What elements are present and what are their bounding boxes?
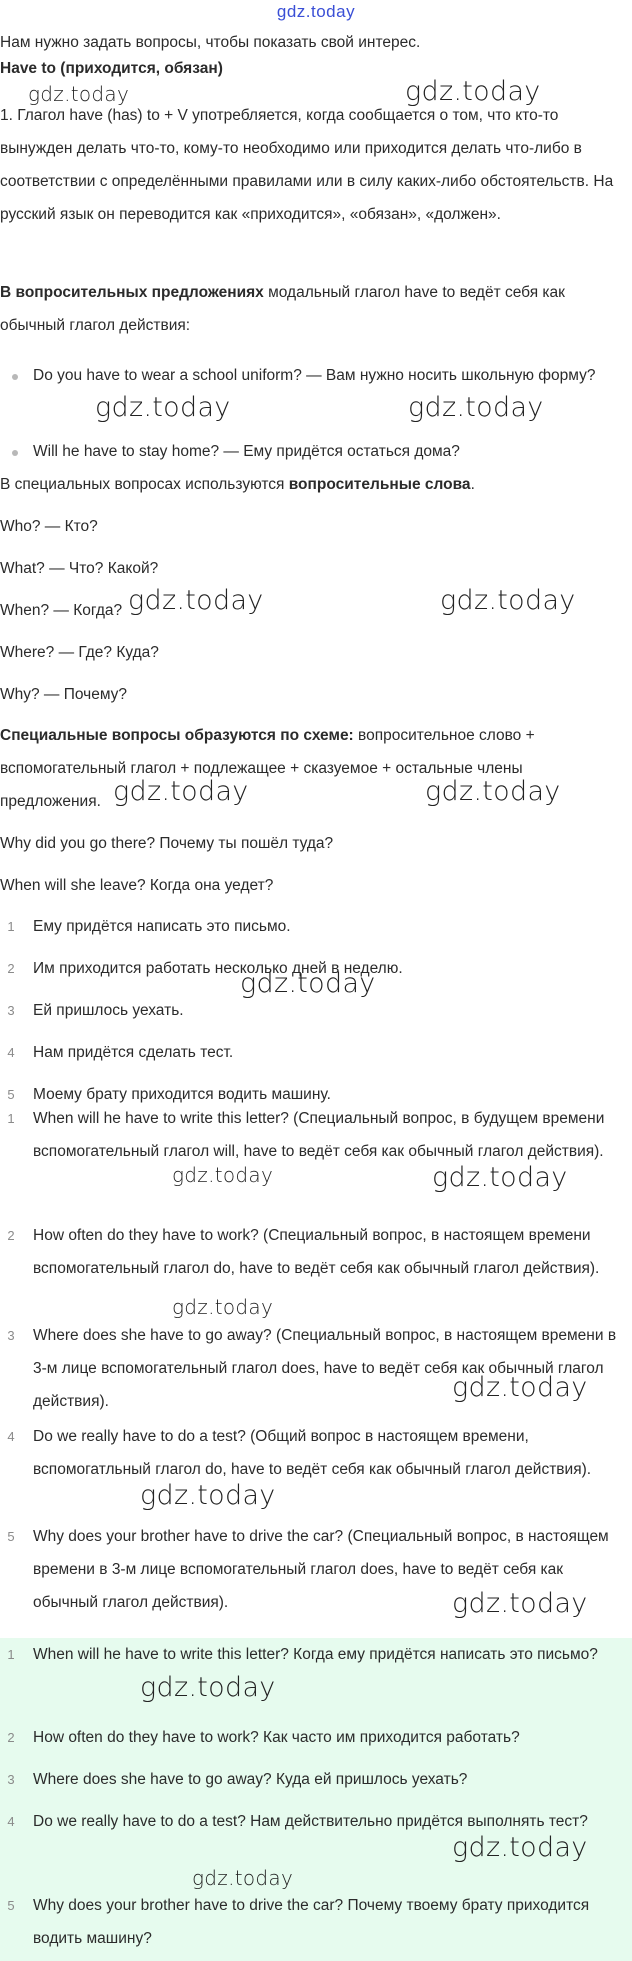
question-word: What? — Что? Какой? [0, 560, 159, 577]
special-questions-rule [0, 468, 626, 501]
scheme-example: When will she leave? Когда она уедет? [0, 877, 274, 894]
explanation-item: Why does your brother have to drive the car? (Специальный вопрос, в настоящем времени в 3-м лице вспомогательный глагол does, have to ведёт себя как обычный глагол действия). [33, 1528, 609, 1611]
explanation-item: When will he have to write this letter? (Специальный вопрос, в будущем времени вспомогательный глагол will, have to ведёт себя как обычный глагол действия). [33, 1110, 605, 1160]
special-rule-bold: вопросительные слова [288, 476, 471, 493]
watermark: gdz.today [128, 585, 264, 616]
example-item: Do you have to wear a school uniform? — Вам нужно носить школьную форму? [33, 367, 596, 384]
watermark: gdz.today [452, 1372, 588, 1403]
explanation-item: How often do they have to work? (Специальный вопрос, в настоящем времени вспомогательный глагол do, have to ведёт себя как обычный глагол действия). [33, 1227, 600, 1277]
answer-item: Why does your brother have to drive the car? Почему твоему брату приходится водить машину? [33, 1897, 590, 1947]
item-number: 5 [7, 1087, 15, 1102]
answer-item: How often do they have to work? Как часто им приходится работать? [33, 1729, 520, 1746]
example-item: Will he have to stay home? — Ему придётся остаться дома? [33, 443, 460, 460]
watermark: gdz.today [28, 82, 130, 106]
item-number: 2 [7, 1228, 15, 1243]
item-number: 5 [7, 1529, 15, 1544]
task-item: Нам придётся сделать тест. [33, 1044, 234, 1061]
watermark: gdz.today [140, 1672, 276, 1703]
question-word: When? — Когда? [0, 602, 123, 619]
item-number: 1 [7, 919, 15, 934]
item-number: 4 [7, 1429, 15, 1444]
have-to-explanation: 1. Глагол have (has) to + V употребляется, когда сообщается о том, что кто-то вынужден делать что-то, кому-то необходимо или приходится делать что-либо в соответствии с определёнными правилами или в силу каких-либо обстоятельств. На русский язык он переводится как «приходится», «обязан», «должен». [0, 107, 614, 223]
watermark: gdz.today [405, 76, 541, 107]
scheme-rule-bold: Специальные вопросы образуются по схеме: [0, 727, 354, 744]
question-word: Where? — Где? Куда? [0, 644, 159, 661]
watermark: gdz.today [452, 1588, 588, 1619]
item-number: 2 [7, 961, 15, 976]
bullet-dot [12, 450, 18, 456]
task-item: Им приходится работать несколько дней в неделю. [33, 960, 403, 977]
question-word: Who? — Кто? [0, 518, 98, 535]
watermark: gdz.today [113, 776, 249, 807]
have-to-heading: Have to (приходится, обязан) [0, 60, 223, 77]
watermark: gdz.today [408, 392, 544, 423]
watermark: gdz.today [172, 1163, 274, 1187]
special-rule-end: . [470, 476, 475, 493]
explanation-item: Do we really have to do a test? (Общий вопрос в настоящем времени, вспомогатльный глагол do, have to ведёт себя как обычный глагол действия). [33, 1428, 592, 1478]
item-number: 1 [7, 1111, 15, 1126]
questions-rule-text: модальный глагол have to ведёт себя как обычный глагол действия: [0, 284, 565, 334]
item-number: 3 [7, 1003, 15, 1018]
task-item: Моему брату приходится водить машину. [33, 1086, 331, 1103]
task-item: Ему придётся написать это письмо. [33, 918, 291, 935]
watermark: gdz.today [192, 1866, 294, 1890]
watermark: gdz.today [432, 1162, 568, 1193]
answer-item: When will he have to write this letter? Когда ему придётся написать это письмо? [33, 1646, 598, 1663]
intro-text: Нам нужно задать вопросы, чтобы показать свой интерес. [0, 34, 421, 51]
watermark: gdz.today [452, 1832, 588, 1863]
watermark: gdz.today [172, 1295, 274, 1319]
item-number: 3 [7, 1328, 15, 1343]
scheme-example: Why did you go there? Почему ты пошёл туда? [0, 835, 334, 852]
item-number: 3 [7, 1772, 15, 1787]
questions-rule-bold: В вопросительных предложениях [0, 284, 264, 301]
question-word: Why? — Почему? [0, 686, 128, 703]
bullet-dot [12, 374, 18, 380]
item-number: 2 [7, 1730, 15, 1745]
task-item: Ей пришлось уехать. [33, 1002, 184, 1019]
item-number: 1 [7, 1647, 15, 1662]
site-logo[interactable]: gdz.today [276, 2, 356, 21]
answer-item: Do we really have to do a test? Нам действительно придётся выполнять тест? [33, 1813, 588, 1830]
watermark: gdz.today [95, 392, 231, 423]
answer-item: Where does she have to go away? Куда ей пришлось уехать? [33, 1771, 468, 1788]
watermark: gdz.today [440, 585, 576, 616]
watermark: gdz.today [140, 1480, 276, 1511]
item-number: 4 [7, 1045, 15, 1060]
explanation-item: Where does she have to go away? (Специальный вопрос, в настоящем времени в 3-м лице вспомогательный глагол does, have to ведёт себя как обычный глагол действия). [33, 1327, 617, 1410]
scheme-rule-text: вопросительное слово + вспомогательный глагол + подлежащее + сказуемое + остальные члены предложения. [0, 727, 535, 810]
watermark: gdz.today [240, 968, 376, 999]
watermark: gdz.today [425, 776, 561, 807]
item-number: 4 [7, 1814, 15, 1829]
questions-rule [0, 276, 626, 342]
special-rule-text: В специальных вопросах используются [0, 476, 289, 493]
item-number: 5 [7, 1898, 15, 1913]
